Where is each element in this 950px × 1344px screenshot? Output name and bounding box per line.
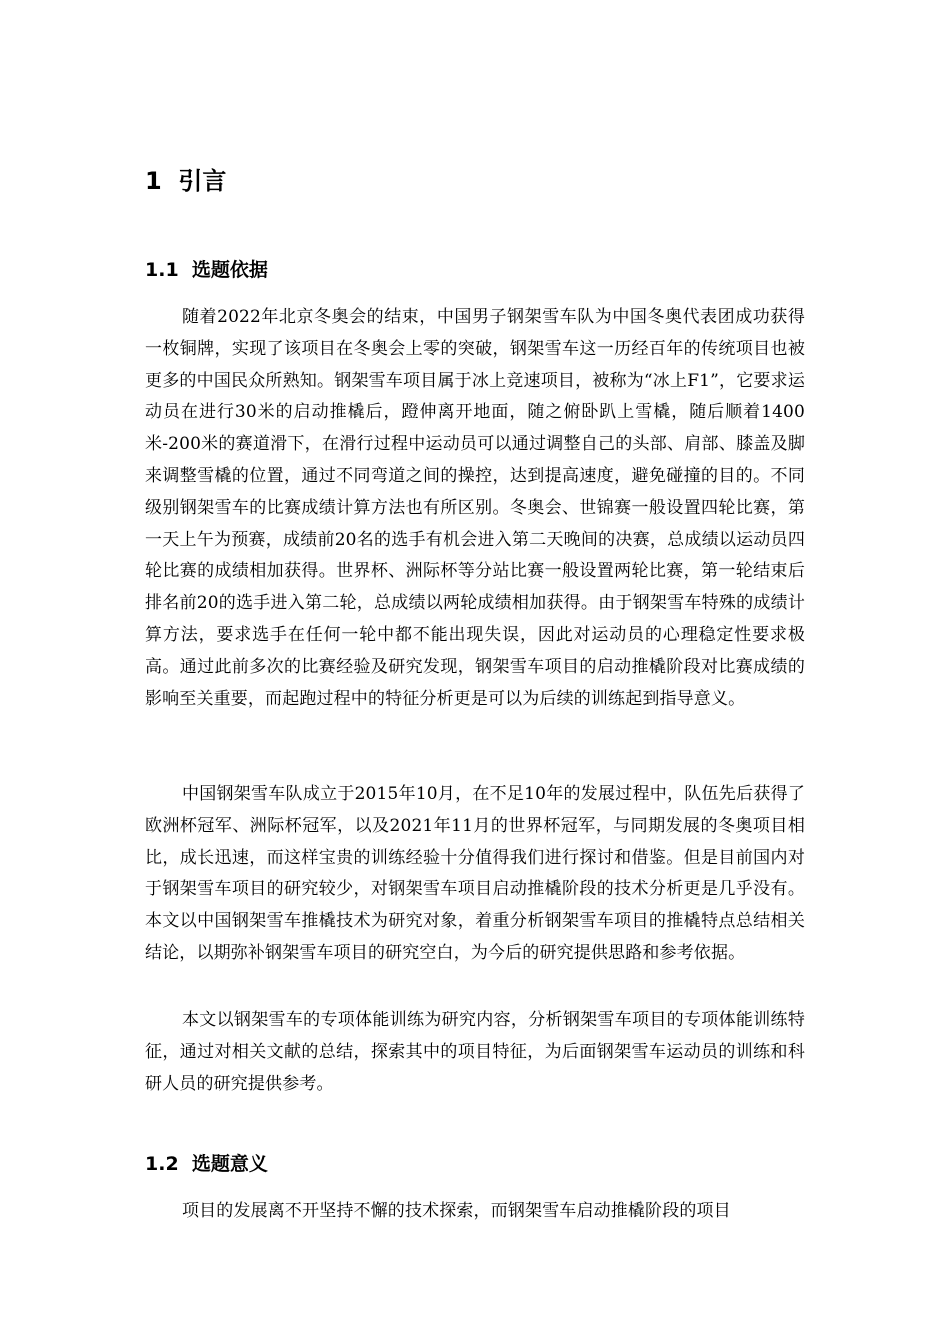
body-paragraph: 随着2022年北京冬奥会的结束，中国男子钢架雪车队为中国冬奥代表团成功获得一枚铜牌，实现了该项目在冬奥会上零的突破，钢架雪车这一历经百年的传统项目也被更多的中国民众所熟知。钢架雪车项目属于冰上竞速项目，被称为“冰上F1”，它要求运动员在进行30米的启动推橇后，蹬伸离开地面，随之俯卧趴上雪橇，随后顺着1400米-200米的赛道滑下，在滑行过程中运动员可以通过调整自己的头部、肩部、膝盖及脚来调整雪橇的位置，通过不同弯道之间的操控，达到提高速度，避免碰撞的目的。不同级别钢架雪车的比赛成绩计算方法也有所区别。冬奥会、世锦赛一般设置四轮比赛，第一天上午为预赛，成绩前20名的选手有机会进入第二天晚间的决赛，总成绩以运动员四轮比赛的成绩相加获得。世界杯、洲际杯等分站比赛一般设置两轮比赛，第一轮结束后排名前20的选手进入第二轮，总成绩以两轮成绩相加获得。由于钢架雪车特殊的成绩计算方法，要求选手在任何一轮中都不能出现失误，因此对运动员的心理稳定性要求极高。通过此前多次的比赛经验及研究发现，钢架雪车项目的启动推橇阶段对比赛成绩的影响至关重要，而起跑过程中的特征分析更是可以为后续的训练起到指导意义。 (145, 307, 805, 709)
chapter-heading (145, 165, 226, 197)
section-number: 1.1 (145, 259, 179, 281)
section-heading-1-2 (145, 1150, 268, 1178)
section-title: 选题依据 (191, 259, 268, 281)
section-heading-1-1 (145, 256, 268, 284)
section-title: 选题意义 (191, 1153, 268, 1175)
chapter-number: 1 (145, 167, 162, 195)
chapter-title: 引言 (178, 167, 227, 195)
section-number: 1.2 (145, 1153, 179, 1175)
body-paragraph: 项目的发展离不开坚持不懈的技术探索，而钢架雪车启动推橇阶段的项目 (182, 1201, 731, 1221)
body-paragraph: 中国钢架雪车队成立于2015年10月，在不足10年的发展过程中，队伍先后获得了欧洲杯冠军、洲际杯冠军，以及2021年11月的世界杯冠军，与同期发展的冬奥项目相比，成长迅速，而这样宝贵的训练经验十分值得我们进行探讨和借鉴。但是目前国内对于钢架雪车项目的研究较少，对钢架雪车项目启动推橇阶段的技术分析更是几乎没有。本文以中国钢架雪车推橇技术为研究对象，着重分析钢架雪车项目的推橇特点总结相关结论，以期弥补钢架雪车项目的研究空白，为今后的研究提供思路和参考依据。 (145, 784, 805, 963)
body-paragraph: 本文以钢架雪车的专项体能训练为研究内容，分析钢架雪车项目的专项体能训练特征，通过对相关文献的总结，探索其中的项目特征，为后面钢架雪车运动员的训练和科研人员的研究提供参考。 (145, 1010, 805, 1094)
